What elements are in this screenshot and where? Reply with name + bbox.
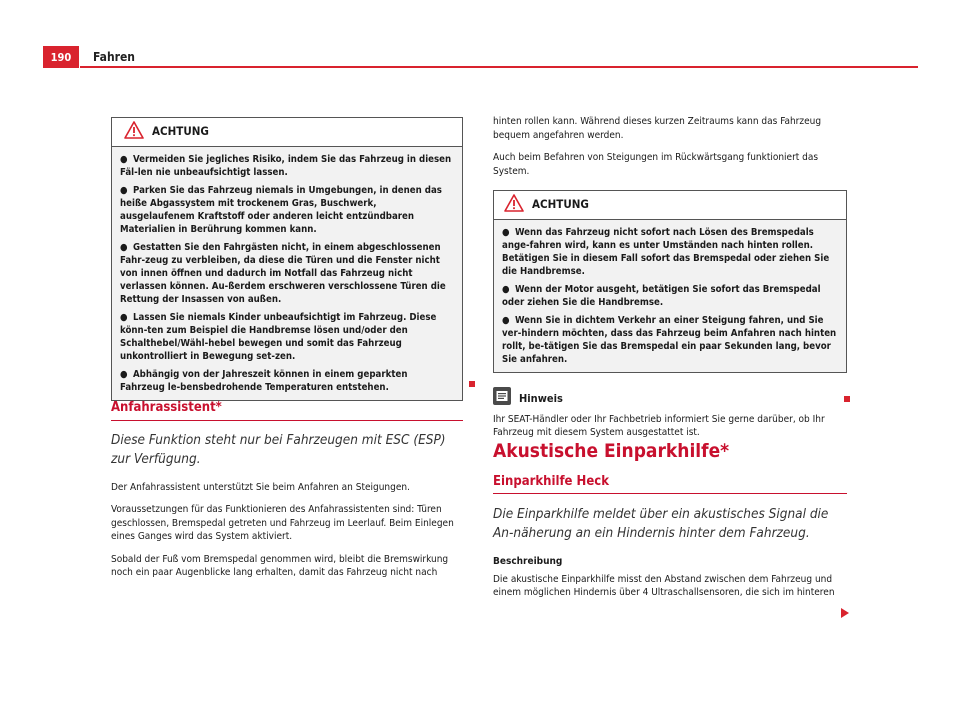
continue-arrow-icon: [841, 603, 849, 622]
chapter-heading: Akustische Einparkhilfe*: [493, 440, 730, 462]
paragraph: Der Anfahrassistent unterstützt Sie beim Anfahren an Steigungen.: [111, 481, 410, 493]
warning-title: ACHTUNG: [532, 197, 589, 212]
warning-item: ● Parken Sie das Fahrzeug niemals in Umgebungen, in denen das heiße Abgassystem mit trockenem Gras, Buschwerk, ausgelaufenem Kraftstoff oder anderen leicht entzündbaren Materialien in Berührung kommen kann.: [120, 185, 442, 235]
warning-header: [112, 118, 462, 147]
warning-item: ● Lassen Sie niemals Kinder unbeaufsichtigt im Fahrzeug. Diese könn-ten zum Beispiel die Handbremse lösen und/oder den Schalthebel/Wähl-hebel bewegen und somit das Fahrzeug unkontrolliert in Bewegung set-zen.: [120, 312, 437, 362]
note-title: Hinweis: [519, 391, 563, 405]
einpark-section: [493, 440, 847, 609]
warning-item: ● Wenn das Fahrzeug nicht sofort nach Lösen des Bremspedals ange-fahren wird, kann es unter Umständen nach hinten rollen. Betätigen Sie in diesem Fall sofort das Bremspedal oder ziehen Sie die Handbremse.: [502, 227, 830, 277]
section-intro: Diese Funktion steht nur bei Fahrzeugen mit ESC (ESP) zur Verfügung.: [111, 431, 446, 467]
note-header: [493, 387, 847, 410]
heading-rule: [493, 493, 847, 494]
paragraph: Auch beim Befahren von Steigungen im Rückwärtsgang funktioniert das System.: [493, 152, 819, 177]
warning-body: [494, 220, 846, 372]
paragraph: hinten rollen kann. Während dieses kurzen Zeitraums kann das Fahrzeug bequem angefahren werden.: [493, 116, 822, 141]
warning-item: ● Gestatten Sie den Fahrgästen nicht, in einem abgeschlossenen Fahr-zeug zu verbleiben, da diese die Türen und die Fenster nicht von innen öffnen und dadurch im Notfall das Fahrzeug nicht verlassen können. Au-ßerdem erschweren verschlossene Türen die Rettung der Insassen von außen.: [120, 242, 446, 305]
end-marker: [469, 381, 475, 387]
note-text: Ihr SEAT-Händler oder Ihr Fachbetrieb informiert Sie gerne darüber, ob Ihr Fahrzeug mit diesem System ausgestattet ist.: [493, 413, 825, 438]
warning-triangle-icon: [504, 194, 532, 216]
running-header: Fahren: [93, 50, 135, 64]
warning-triangle-icon: [124, 121, 152, 143]
paragraph: Die akustische Einparkhilfe misst den Abstand zwischen dem Fahrzeug und einem möglichen Hindernis über 4 Ultraschallsensoren, die sich im hinteren: [493, 573, 835, 598]
warning-item: ● Abhängig von der Jahreszeit können in einem geparkten Fahrzeug le-bensbedrohende Temperaturen entstehen.: [120, 369, 408, 393]
section-intro: Die Einparkhilfe meldet über ein akustisches Signal die An-näherung an ein Hindernis hinter dem Fahrzeug.: [493, 506, 829, 541]
right-column: [493, 115, 847, 449]
header-rule: [80, 66, 918, 68]
warning-body: [112, 147, 462, 400]
heading-rule: [111, 420, 463, 421]
warning-item: ● Wenn Sie in dichtem Verkehr an einer Steigung fahren, und Sie ver-hindern möchten, dass das Fahrzeug beim Anfahren nach hinten rollt, be-tätigen Sie das Bremspedal ein paar Sekunden lang, bevor Sie anfahren.: [502, 315, 837, 365]
warning-title: ACHTUNG: [152, 124, 209, 139]
warning-header: [494, 191, 846, 220]
section-heading: Einparkhilfe Heck: [493, 473, 609, 489]
left-column: [111, 117, 463, 401]
end-marker: [844, 396, 850, 402]
warning-item: ● Wenn der Motor ausgeht, betätigen Sie sofort das Bremspedal oder ziehen Sie die Handbremse.: [502, 284, 821, 308]
description-heading: Beschreibung: [493, 556, 563, 567]
warning-item: ● Vermeiden Sie jegliches Risiko, indem Sie das Fahrzeug in diesen Fäl-len nie unbeaufsichtigt lassen.: [120, 154, 452, 178]
paragraph: Sobald der Fuß vom Bremspedal genommen wird, bleibt die Bremswirkung noch ein paar Augenblicke lang erhalten, damit das Fahrzeug nicht nach: [111, 553, 449, 578]
warning-box-right: [493, 190, 847, 373]
warning-box-left: [111, 117, 463, 401]
note-icon: [493, 387, 511, 410]
anfahr-section: [111, 401, 463, 589]
paragraph: Voraussetzungen für das Funktionieren des Anfahrassistenten sind: Türen geschlossen, Bremspedal getreten und Fahrzeug im Leerlauf. Beim Einlegen eines Ganges wird das System aktiviert.: [111, 504, 454, 542]
section-heading: Anfahrassistent*: [111, 400, 222, 415]
page-number: 190: [43, 46, 79, 68]
